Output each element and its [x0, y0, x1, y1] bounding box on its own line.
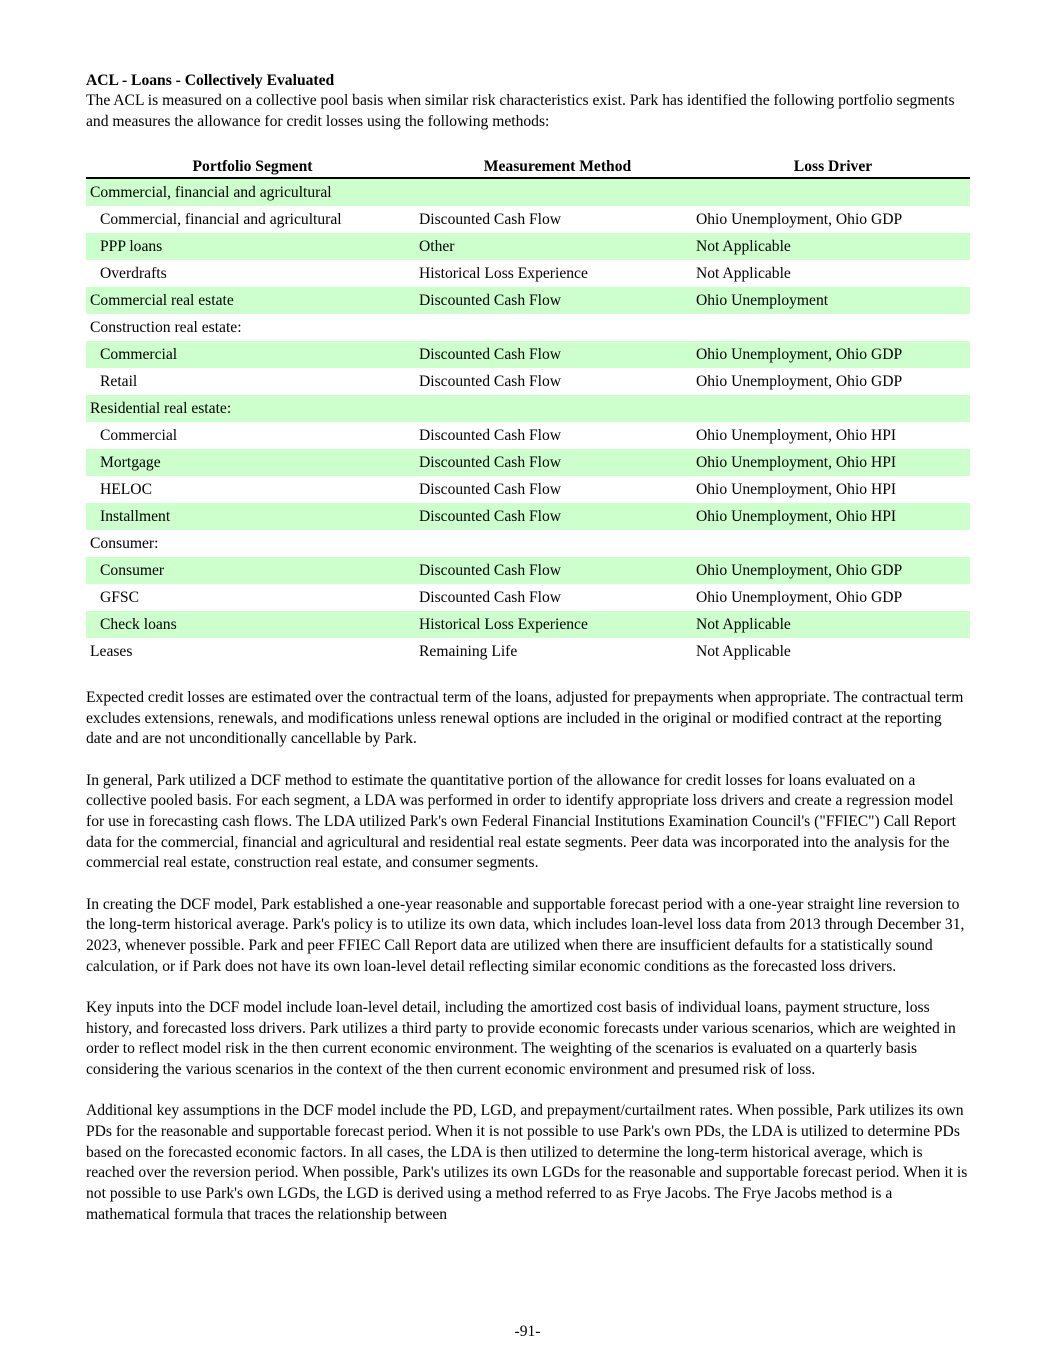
- table-row: [86, 557, 970, 584]
- segment-cell: GFSC: [100, 588, 140, 606]
- segment-cell: Commercial, financial and agricultural: [100, 210, 342, 228]
- segment-cell: Construction real estate:: [90, 318, 242, 336]
- method-cell: Discounted Cash Flow: [419, 341, 696, 368]
- segment-cell: Commercial: [86, 341, 419, 368]
- method-cell: Discounted Cash Flow: [419, 588, 562, 606]
- segment-cell: Commercial, financial and agricultural: [86, 178, 419, 206]
- table-row: [86, 584, 970, 611]
- table-row: [86, 611, 970, 638]
- loss-driver-cell: Ohio Unemployment, Ohio HPI: [696, 480, 897, 498]
- loss-driver-cell: Ohio Unemployment, Ohio GDP: [696, 341, 970, 368]
- table-row: [86, 638, 970, 665]
- loss-driver-cell: Ohio Unemployment, Ohio GDP: [696, 557, 970, 584]
- body-paragraph: Additional key assumptions in the DCF model include the PD, LGD, and prepayment/curtailment rates. When possible, Park utilizes its own PDs for the reasonable and supportable forecast period. When it is not possible to use Park's own PDs, the LDA is utilized to determine PDs based on the forecasted economic factors. In all cases, the LDA is then utilized to determine the long-term historical average, which is reached over the reversion period. When possible, Park's utilizes its own LGDs for the reasonable and supportable forecast period. When it is not possible to use Park's own LGDs, the LGD is derived using a method referred to as Frye Jacobs. The Frye Jacobs method is a mathematical formula that traces the relationship between: [86, 1102, 968, 1223]
- segment-cell: Commercial: [100, 426, 178, 444]
- segment-cell: Installment: [86, 503, 419, 530]
- table-row: [86, 503, 970, 530]
- table-row: [86, 368, 970, 395]
- table-row: [86, 206, 970, 233]
- method-cell: Discounted Cash Flow: [419, 557, 696, 584]
- loss-driver-cell: Ohio Unemployment, Ohio GDP: [696, 210, 903, 228]
- loss-driver-cell: Not Applicable: [696, 642, 791, 660]
- segment-cell: Consumer:: [90, 534, 159, 552]
- method-cell: Discounted Cash Flow: [419, 372, 562, 390]
- table-header-row: [86, 152, 970, 178]
- loss-driver-cell: Ohio Unemployment, Ohio HPI: [696, 449, 970, 476]
- method-cell: [419, 314, 696, 341]
- method-cell: Historical Loss Experience: [419, 611, 696, 638]
- column-header-portfolio-segment: Portfolio Segment: [86, 152, 419, 178]
- body-paragraph: In creating the DCF model, Park established a one-year reasonable and supportable forecast period with a one-year straight line reversion to the long-term historical average. Park's policy is to utilize its own data, which includes loan-level loss data from 2013 through December 31, 2023, whenever possible. Park and peer FFIEC Call Report data are utilized when there are insufficient defaults for a statistically sound calculation, or if Park does not have its own loan-level detail reflecting similar economic conditions as the forecasted loss drivers.: [86, 895, 965, 975]
- section-intro: The ACL is measured on a collective pool basis when similar risk characteristics exist. Park has identified the following portfolio segments and measures the allowance for credit losses using the following methods:: [86, 92, 955, 130]
- method-cell: [419, 530, 696, 557]
- method-cell: Discounted Cash Flow: [419, 210, 562, 228]
- document-page: [86, 70, 970, 1246]
- table-row: [86, 476, 970, 503]
- method-cell: [419, 395, 696, 422]
- table-row: [86, 178, 970, 206]
- segment-cell: Mortgage: [86, 449, 419, 476]
- table-row: [86, 287, 970, 314]
- loss-driver-cell: Ohio Unemployment, Ohio GDP: [696, 588, 903, 606]
- segment-cell: Leases: [90, 642, 133, 660]
- method-cell: Remaining Life: [419, 642, 518, 660]
- column-header-measurement-method: Measurement Method: [419, 152, 696, 178]
- segment-cell: Retail: [100, 372, 138, 390]
- method-cell: Historical Loss Experience: [419, 264, 588, 282]
- table-row: [86, 449, 970, 476]
- loss-driver-cell: Ohio Unemployment, Ohio HPI: [696, 426, 897, 444]
- body-paragraph: In general, Park utilized a DCF method to estimate the quantitative portion of the allowance for credit losses for loans evaluated on a collective pooled basis. For each segment, a LDA was performed in order to identify appropriate loss drivers and create a regression model for use in forecasting cash flows. The LDA utilized Park's own Federal Financial Institutions Examination Council's ("FFIEC") Call Report data for the commercial, financial and agricultural and residential real estate segments. Peer data was incorporated into the analysis for the commercial real estate, construction real estate, and consumer segments.: [86, 771, 956, 872]
- page-number: -91-: [514, 1323, 541, 1340]
- method-cell: [419, 178, 696, 206]
- portfolio-segment-table: [86, 152, 970, 665]
- loss-driver-cell: Ohio Unemployment, Ohio HPI: [696, 503, 970, 530]
- method-cell: Discounted Cash Flow: [419, 287, 696, 314]
- section-heading: ACL - Loans - Collectively Evaluated: [86, 72, 335, 89]
- loss-driver-cell: [696, 395, 970, 422]
- body-paragraph: Key inputs into the DCF model include loan-level detail, including the amortized cost basis of individual loans, payment structure, loss history, and forecasted loss drivers. Park utilizes a third party to provide economic forecasts under various scenarios, which are weighted in order to reflect model risk in the then current economic environment. The weighting of the scenarios is evaluated on a quarterly basis considering the various scenarios in the context of the then current economic environment and presumed risk of loss.: [86, 998, 956, 1079]
- table-row: [86, 314, 970, 341]
- table-row: [86, 233, 970, 260]
- table-row: [86, 395, 970, 422]
- loss-driver-cell: Not Applicable: [696, 611, 970, 638]
- segment-cell: PPP loans: [86, 233, 419, 260]
- table-row: [86, 422, 970, 449]
- segment-cell: Commercial real estate: [86, 287, 419, 314]
- method-cell: Other: [419, 233, 696, 260]
- loss-driver-cell: [696, 314, 970, 341]
- loss-driver-cell: Ohio Unemployment, Ohio GDP: [696, 372, 903, 390]
- column-header-loss-driver: Loss Driver: [696, 152, 970, 178]
- method-cell: Discounted Cash Flow: [419, 449, 696, 476]
- method-cell: Discounted Cash Flow: [419, 503, 696, 530]
- table-row: [86, 341, 970, 368]
- segment-cell: Consumer: [86, 557, 419, 584]
- loss-driver-cell: Not Applicable: [696, 233, 970, 260]
- body-paragraphs: [86, 688, 970, 1225]
- loss-driver-cell: Ohio Unemployment: [696, 287, 970, 314]
- method-cell: Discounted Cash Flow: [419, 426, 562, 444]
- segment-cell: Residential real estate:: [86, 395, 419, 422]
- loss-driver-cell: Not Applicable: [696, 264, 791, 282]
- table-body: [86, 178, 970, 665]
- segment-cell: Check loans: [86, 611, 419, 638]
- table-row: [86, 530, 970, 557]
- loss-driver-cell: [696, 530, 970, 557]
- loss-driver-cell: [696, 178, 970, 206]
- segment-cell: Overdrafts: [100, 264, 167, 282]
- body-paragraph: Expected credit losses are estimated over the contractual term of the loans, adjusted for prepayments when appropriate. The contractual term excludes extensions, renewals, and modifications unless renewal options are included in the original or modified contract at the reporting date and are not unconditionally cancellable by Park.: [86, 689, 964, 748]
- segment-cell: HELOC: [100, 480, 152, 498]
- table-row: [86, 260, 970, 287]
- method-cell: Discounted Cash Flow: [419, 480, 562, 498]
